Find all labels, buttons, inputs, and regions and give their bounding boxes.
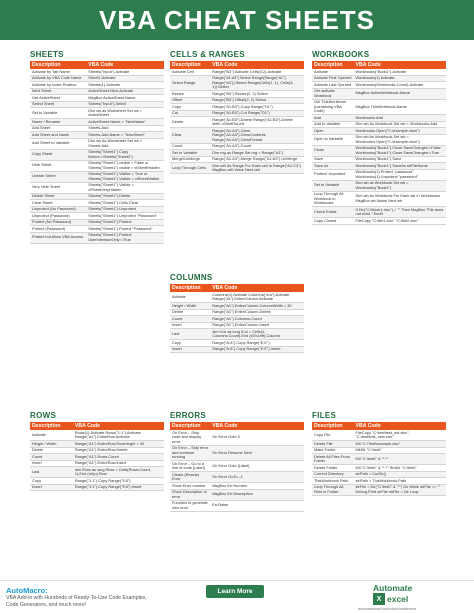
row-vba-code: strPath = CurDir() <box>354 471 446 478</box>
row-vba-code: MsgBox ActiveWorkbook.Name <box>354 88 446 99</box>
row-vba-code: Sheets(1).Activate <box>86 82 164 89</box>
row-vba-code: Range("1:1").Copy Range("5:5") <box>73 478 164 485</box>
learn-more-button[interactable]: Learn More <box>206 585 264 598</box>
row-vba-code: Kill "C:\test\" & "*.*" <box>354 454 446 465</box>
table-row <box>30 138 164 149</box>
table-row <box>30 160 164 171</box>
table-row <box>170 329 304 340</box>
row-vba-code: Kill "C:\test\" & "*.*" RmDir "C:\test\" <box>354 465 446 472</box>
row-vba-code: MsgBox ActiveSheet.Name <box>86 95 164 102</box>
row-description: Insert <box>170 322 210 329</box>
row-description: Add Sheet <box>30 125 86 132</box>
section-title: CELLS & RANGES <box>170 50 245 59</box>
row-description: Last <box>170 329 210 340</box>
row-vba-code: Workbooks(1).Activate <box>354 75 446 82</box>
row-description: Activate Last Opened <box>312 82 354 89</box>
page-title: VBA CHEAT SHEETS <box>98 4 376 35</box>
row-description: Count <box>30 454 73 461</box>
row-description: ThisWorkbook Path <box>312 478 354 485</box>
row-description: Clear Sheet <box>30 200 86 207</box>
row-description: Offset <box>170 97 210 104</box>
row-description: Activate by Index Position <box>30 82 86 89</box>
row-description: Show Description of error <box>170 489 210 500</box>
sheets-table <box>30 61 164 244</box>
table-row <box>170 500 304 511</box>
row-vba-code: Kill "C:\Test\example.xlsx" <box>354 441 446 448</box>
row-description: On Error – Skip error and continue running <box>170 445 210 461</box>
files-section <box>312 410 446 496</box>
row-vba-code: Err.Raise <box>210 500 304 511</box>
row-description: Add to Variable <box>312 121 354 128</box>
table-row <box>170 430 304 445</box>
row-vba-code: MkDir "C:\test\" <box>354 447 446 454</box>
table-row <box>312 145 446 156</box>
row-vba-code: Sheet1.Activate <box>86 75 164 82</box>
col-header-description: Description <box>170 422 210 430</box>
row-description: Copy <box>170 104 210 111</box>
sheets-section <box>30 49 164 244</box>
table-row <box>170 163 304 174</box>
cells-ranges-section <box>170 49 304 174</box>
table-row <box>170 472 304 483</box>
row-description: Merge/UnMerge <box>170 156 210 163</box>
col-header-vba-code: VBA Code <box>210 284 304 292</box>
row-description: Activate Cell <box>170 69 210 75</box>
col-header-description: Description <box>312 61 354 69</box>
brand-url[interactable]: automateexcel.com/vba/cheatsheets <box>358 607 417 611</box>
workbooks-section <box>312 49 446 225</box>
row-vba-code: Sheets("Sheet1").Cells.Clear <box>86 200 164 207</box>
row-vba-code: Range("A1").EntireRow.Insert <box>73 460 164 467</box>
row-vba-code: Sheets("Input").Activate <box>86 69 164 75</box>
row-description: Activate by VBA Code Name <box>30 75 86 82</box>
row-description: Select Range <box>170 75 210 91</box>
automacro-line-2: Code Generators, and much more! <box>6 602 87 608</box>
col-header-vba-code: VBA Code <box>354 422 446 430</box>
section-title: WORKBOOKS <box>312 50 370 59</box>
row-description: Copy <box>30 478 73 485</box>
row-vba-code: Dim wb As Workbook Set wb = Workbooks.Add <box>354 121 446 128</box>
row-description: Show Error number <box>170 483 210 490</box>
row-description: Set to Variable <box>170 150 210 157</box>
row-vba-code: strFile = Dir("C:\test\" & "*") Do While strFile <> "" Debug.Print strFile strFile = Dir Loop <box>354 484 446 495</box>
row-vba-code: Sheets("Sheet1").Visible = xlSheetVeryHidden <box>86 182 164 193</box>
row-vba-code: Workbooks(1).Protect "password" Workbooks(1).Unprotect "password" <box>354 169 446 180</box>
table-row <box>312 454 446 465</box>
table-row <box>30 467 164 478</box>
row-description: Check Exists <box>312 207 354 218</box>
row-description: Function to generate own error <box>170 500 210 511</box>
row-vba-code: Sheets("Sheet1").Protect "Password" <box>86 226 164 233</box>
row-vba-code: Sheets("Sheet1").Unprotect <box>86 206 164 213</box>
row-description: Protect but Allow VBA Access <box>30 232 86 243</box>
row-description: Name / Rename <box>30 119 86 126</box>
table-row <box>30 108 164 119</box>
table-row <box>30 232 164 243</box>
row-description: Delete <box>170 117 210 128</box>
row-description: Protect (No Password) <box>30 219 86 226</box>
row-vba-code: ActiveSheet.Name = "NewName" <box>86 119 164 126</box>
table-row <box>30 182 164 193</box>
row-vba-code: Workbooks("Book1").Activate <box>354 69 446 75</box>
row-vba-code: Sheets("Sheet1").Unprotect "Password" <box>86 213 164 220</box>
errors-section <box>170 410 304 512</box>
row-description: Current Directory <box>312 471 354 478</box>
table-row <box>312 207 446 218</box>
row-description: Delete <box>30 447 73 454</box>
col-header-description: Description <box>30 422 73 430</box>
rows-section <box>30 410 164 491</box>
row-description: Delete Folder <box>312 465 354 472</box>
columns-section <box>170 272 304 353</box>
row-description: Height / Width <box>170 303 210 310</box>
row-vba-code: MsgBox Err.Number <box>210 483 304 490</box>
row-vba-code: Range("A1").Rows.Count <box>73 454 164 461</box>
row-description: Open to Variable <box>312 134 354 145</box>
row-vba-code: Sheets("Sheet1").Visible = True or Sheets("Sheet1").Visible = xlSheetVisible <box>86 171 164 182</box>
col-header-description: Description <box>170 61 210 69</box>
table-row <box>312 99 446 115</box>
row-vba-code: Range("B3").Resize(2, 2).Select <box>210 91 304 98</box>
row-description: Next Sheet <box>30 88 86 95</box>
row-description: Count <box>170 143 210 150</box>
row-description: Hide Sheet <box>30 160 86 171</box>
files-table <box>312 422 446 496</box>
section-title: COLUMNS <box>170 273 213 282</box>
table-row <box>312 88 446 99</box>
row-vba-code: Range("B3").Activate Cells(3,2).Activate <box>210 69 304 75</box>
row-description: Get activate Workbook <box>312 88 354 99</box>
row-description: Activate <box>312 69 354 75</box>
automacro-title: AutoMacro: <box>6 586 48 595</box>
row-vba-code: dim lRow as long lRow = Cells(Rows.Count, 1).End (xlUp).Row <box>73 467 164 478</box>
row-vba-code: MsgBox ThisWorkbook.Name <box>354 99 446 115</box>
row-description: Last <box>30 467 73 478</box>
cells-ranges-table <box>170 61 304 174</box>
table-row <box>30 484 164 491</box>
row-description: Set to Variable <box>312 180 354 191</box>
row-vba-code: Sheets("Sheet1").Copy Before:=Sheets("Sheet2") <box>86 149 164 160</box>
row-description: Protect (Password) <box>30 226 86 233</box>
col-header-description: Description <box>170 284 210 292</box>
row-vba-code: Workbooks("Book1").Save <box>354 156 446 163</box>
row-vba-code: On Error Goto [Label] <box>210 461 304 472</box>
row-description: Delete <box>170 309 210 316</box>
table-row <box>170 445 304 461</box>
row-description: Copy <box>170 340 210 347</box>
row-description: Unhide Sheet <box>30 171 86 182</box>
rows-table <box>30 422 164 491</box>
row-vba-code: Dim ws As Worksheet Set ws = Sheets.Add <box>86 138 164 149</box>
row-vba-code: Range("A1").EntireColumn.ColumnWidth = 30 <box>210 303 304 310</box>
row-description: Clear <box>170 128 210 144</box>
table-row <box>312 169 446 180</box>
row-description: Open <box>312 128 354 135</box>
workbooks-table <box>312 61 446 225</box>
table-row <box>30 149 164 160</box>
row-vba-code: dim lCol as long lCol = Cells(1, Columns.Count).End (xlToLeft).Column <box>210 329 304 340</box>
row-vba-code: Sheets("Sheet1").Protect <box>86 219 164 226</box>
row-vba-code: Sheets.Add <box>86 125 164 132</box>
row-description: Loop Through All Workbook in Workbooks <box>312 191 354 207</box>
col-header-description: Description <box>30 61 86 69</box>
row-description: Add Sheet and Name <box>30 132 86 139</box>
row-description: Count <box>170 316 210 323</box>
table-row <box>170 75 304 91</box>
row-description: Activate First Opened <box>312 75 354 82</box>
row-vba-code: Sheets("Sheet1").Delete <box>86 193 164 200</box>
row-description: Protect/ Unprotect <box>312 169 354 180</box>
row-vba-code: Range("A1:A3").Clear Range("A1:A3").ClearContents Range("A1:A3").ClearFormat <box>210 128 304 144</box>
brand-top-text: Automate <box>373 583 413 593</box>
col-header-description: Description <box>312 422 354 430</box>
table-row <box>312 430 446 441</box>
row-description: Loop Through Cells <box>170 163 210 174</box>
row-vba-code: Dim wb As Workbook Set wb = Workbooks.Open("C:\example.xlsm") <box>354 134 446 145</box>
row-description: Cut <box>170 110 210 117</box>
errors-table <box>170 422 304 512</box>
table-row <box>170 489 304 500</box>
row-vba-code: Sheets("Input").Select <box>86 101 164 108</box>
row-vba-code: Dim rng as Range Set rng = Range("A1") <box>210 150 304 157</box>
table-row <box>312 134 446 145</box>
row-description: Unprotect (No Password) <box>30 206 86 213</box>
row-vba-code: Sheets.Add.Name = "NewSheet" <box>86 132 164 139</box>
row-vba-code: Range("B3").Offset(2, 2).Select <box>210 97 304 104</box>
row-vba-code: Workbooks("Book1").SaveAs strFileName <box>354 163 446 170</box>
row-vba-code: Workbooks("Book1").Close SaveChanges:=False Workbooks("Book1").Close SaveChanges:=True <box>354 145 446 156</box>
row-vba-code: Range("A:A").Copy Range("E:E").Insert <box>210 346 304 353</box>
row-vba-code: Workbooks.Open("C:\example.xlsm") <box>354 128 446 135</box>
table-row <box>170 128 304 144</box>
row-vba-code: Dim wb as Workbook Set wb = Workbooks("Book1") <box>354 180 446 191</box>
row-vba-code: Workbooks.Add <box>354 115 446 122</box>
row-vba-code: Range("A1").EntireRow.Delete <box>73 447 164 454</box>
row-description: Activate by Tab Name <box>30 69 86 75</box>
row-vba-code: Range("A1").EntireColumn.Insert <box>210 322 304 329</box>
row-vba-code: FileCopy "C:\file1.xlsx","C:\file2.xlsx" <box>354 218 446 225</box>
row-description: Copy Sheet <box>30 149 86 160</box>
row-vba-code: Sheets("Sheet1").visible = False or Sheets("Sheet1").visible = xlSheetHidden <box>86 160 164 171</box>
row-description: Save As <box>312 163 354 170</box>
section-title: FILES <box>312 411 337 420</box>
col-header-vba-code: VBA Code <box>73 422 164 430</box>
row-description: Loop Through All Files in Folder <box>312 484 354 495</box>
row-description: Insert <box>30 460 73 467</box>
row-description: Set to Variable <box>30 108 86 119</box>
row-vba-code: Rows(1).Activate Rows("1:1").Activate Range("a1").EntireRow.Activate <box>73 430 164 441</box>
table-row <box>312 180 446 191</box>
row-description: Insert <box>30 484 73 491</box>
excel-x-icon: X <box>373 593 385 605</box>
row-description: Save <box>312 156 354 163</box>
row-description: Copy Closed <box>312 218 354 225</box>
row-vba-code: Range("A1:A3").Merge Range("A1:A3").UnMerge <box>210 156 304 163</box>
col-header-vba-code: VBA Code <box>210 61 304 69</box>
row-vba-code: Range("A:A").Copy Range("E:E") <box>210 340 304 347</box>
footer <box>0 580 474 613</box>
row-description: Very Hide Sheet <box>30 182 86 193</box>
row-description: Close <box>312 145 354 156</box>
row-vba-code: Range("A1").EntireRow.RowHeight = 30 <box>73 441 164 448</box>
row-description: Delete File <box>312 441 354 448</box>
row-vba-code: strPath = ThisWorkbook.Path <box>354 478 446 485</box>
row-vba-code: On Error GoTo –1 <box>210 472 304 483</box>
row-description: Resize <box>170 91 210 98</box>
row-description: Clears (Resets) Error <box>170 472 210 483</box>
table-row <box>312 218 446 225</box>
row-vba-code: Dim ws as Worksheet Set ws = ActiveSheet <box>86 108 164 119</box>
row-description: On Error – Go to a line of code [Label] <box>170 461 210 472</box>
row-vba-code: MsgBox Err.Description <box>210 489 304 500</box>
row-description: Select Sheet <box>30 101 86 108</box>
row-description: Height / Width <box>30 441 73 448</box>
col-header-vba-code: VBA Code <box>210 422 304 430</box>
section-title: ROWS <box>30 411 57 420</box>
section-title: ERRORS <box>170 411 207 420</box>
row-vba-code: Dim wb As Workbook For Each wb In Workbooks MsgBox wb.Name Next wb <box>354 191 446 207</box>
table-row <box>30 430 164 441</box>
row-vba-code: Range("a1:a3").Select Range(Range("a1"), Range("a3")).Select Range(Cells(1, 1), Cells(3, 1)).Select <box>210 75 304 91</box>
automate-excel-logo[interactable] <box>373 583 443 605</box>
brand-row <box>373 593 443 605</box>
columns-table <box>170 284 304 353</box>
row-vba-code: ActiveSheet.Next.Activate <box>86 88 164 95</box>
table-row <box>170 346 304 353</box>
header-banner <box>0 0 474 40</box>
row-vba-code: Range("A1:B3").Delete Range("A1:B3").Delete shift:=xlShiftToLeft <box>210 117 304 128</box>
col-header-vba-code: VBA Code <box>354 61 446 69</box>
table-row <box>170 117 304 128</box>
row-description: Activate <box>30 430 73 441</box>
row-vba-code: Range("1:1").Copy Range("5:5").Insert <box>73 484 164 491</box>
row-vba-code: Columns(1).Activate Columns("a:a").Activate Range("a1").EntireColumn.Activate <box>210 292 304 303</box>
row-description: Delete Sheet <box>30 193 86 200</box>
col-header-vba-code: VBA Code <box>86 61 164 69</box>
row-description: On Error – Stop code and display error <box>170 430 210 445</box>
row-vba-code: Sheets("Sheet1").Protect UserInterfaceOnly:=True <box>86 232 164 243</box>
table-row <box>170 292 304 303</box>
row-description: Add <box>312 115 354 122</box>
table-row <box>30 171 164 182</box>
row-description: Make Folder <box>312 447 354 454</box>
row-description: Get ThisWorkbook (containing VBA Code) <box>312 99 354 115</box>
table-row <box>312 191 446 207</box>
row-description: Insert <box>170 346 210 353</box>
row-description: Activate <box>170 292 210 303</box>
section-title: SHEETS <box>30 50 64 59</box>
table-row <box>312 484 446 495</box>
row-vba-code: Range("A1:B3").Cut Range("D1") <box>210 110 304 117</box>
row-vba-code: If Dir("C:\Book1.xlsx") = "" Then MsgBox "File does not exist." EndIf <box>354 207 446 218</box>
row-vba-code: Range("A1").EntireColumn.Delete <box>210 309 304 316</box>
row-vba-code: Workbooks(Workbooks.Count).Activate <box>354 82 446 89</box>
automacro-line-1: VBA Add-in with Hundreds of Ready-To-Use Code Examples, <box>6 595 147 601</box>
row-vba-code: Dim cell As Range For Each cell In Range("A1:C3") MsgBox cell.Value Next cell <box>210 163 304 174</box>
row-description: Get ActiveSheet <box>30 95 86 102</box>
row-vba-code: Range("A1").Columns.Count <box>210 316 304 323</box>
row-description: Delete All Files From Folder <box>312 454 354 465</box>
brand-bottom-text: excel <box>387 594 409 604</box>
row-vba-code: On Error Resume Next <box>210 445 304 461</box>
row-vba-code: FileCopy "C:\test\test_old.xlsx", "C:\test\test_new.xlsx" <box>354 430 446 441</box>
row-vba-code: Range("A1:B3").Copy Range("D1") <box>210 104 304 111</box>
table-row <box>170 461 304 472</box>
row-vba-code: Range("A1:A3").Count <box>210 143 304 150</box>
row-description: Copy File <box>312 430 354 441</box>
row-description: Unprotect (Password) <box>30 213 86 220</box>
row-description: Add Sheet to Variable <box>30 138 86 149</box>
row-vba-code: On Error Goto 0 <box>210 430 304 445</box>
